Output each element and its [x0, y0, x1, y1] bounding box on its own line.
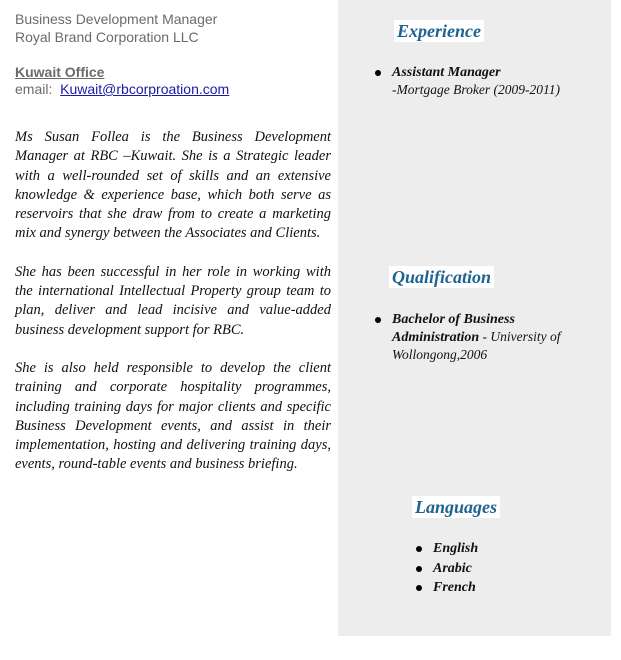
- languages-heading: Languages: [412, 496, 500, 518]
- sidebar-panel: [338, 0, 611, 636]
- email-row: [15, 80, 331, 98]
- bio-paragraph: Ms Susan Follea is the Business Development Manager at RBC –Kuwait. She is a Strategic leader with a well-rounded set of skills and an extensive knowledge & experience base, which both serve as reservoirs that she draw from to create a marketing mix and synergy between the Associates and Clients.: [15, 129, 331, 242]
- job-title: Business Development Manager: [15, 11, 218, 27]
- qualification-list: [375, 311, 603, 364]
- list-item: [375, 311, 603, 364]
- experience-role: Assistant Manager: [392, 65, 501, 80]
- bio: [15, 128, 331, 475]
- list-item: [375, 64, 605, 99]
- email-link[interactable]: Kuwait@rbcorproation.com: [60, 81, 230, 97]
- experience-detail: -Mortgage Broker (2009-2011): [392, 82, 560, 97]
- email-label: email:: [15, 81, 53, 97]
- left-column: [15, 10, 331, 494]
- bio-paragraph: She has been successful in her role in working with the international Intellectual Property group team to plan, deliver and lead incisive and value-added business development support for RBC.: [15, 263, 331, 338]
- list-item: English: [416, 539, 536, 559]
- qualification-degree: Bachelor of Business Administration: [392, 312, 515, 345]
- office-name: Kuwait Office: [15, 64, 105, 80]
- list-item: Arabic: [416, 559, 536, 579]
- company-name: Royal Brand Corporation LLC: [15, 29, 199, 45]
- bio-paragraph: She is also held responsible to develop the client training and corporate hospitality programmes, including training days for major clients and specific Business Development events, and assist in their implementation, hosting and delivering training days, events, round-table events and business briefing.: [15, 359, 331, 473]
- qualification-heading: Qualification: [389, 266, 494, 288]
- qualification-detail: - University of Wollongong,2006: [392, 329, 561, 362]
- experience-list: [375, 64, 605, 99]
- languages-list: [416, 539, 536, 598]
- experience-heading: Experience: [394, 20, 484, 42]
- list-item: French: [416, 578, 536, 598]
